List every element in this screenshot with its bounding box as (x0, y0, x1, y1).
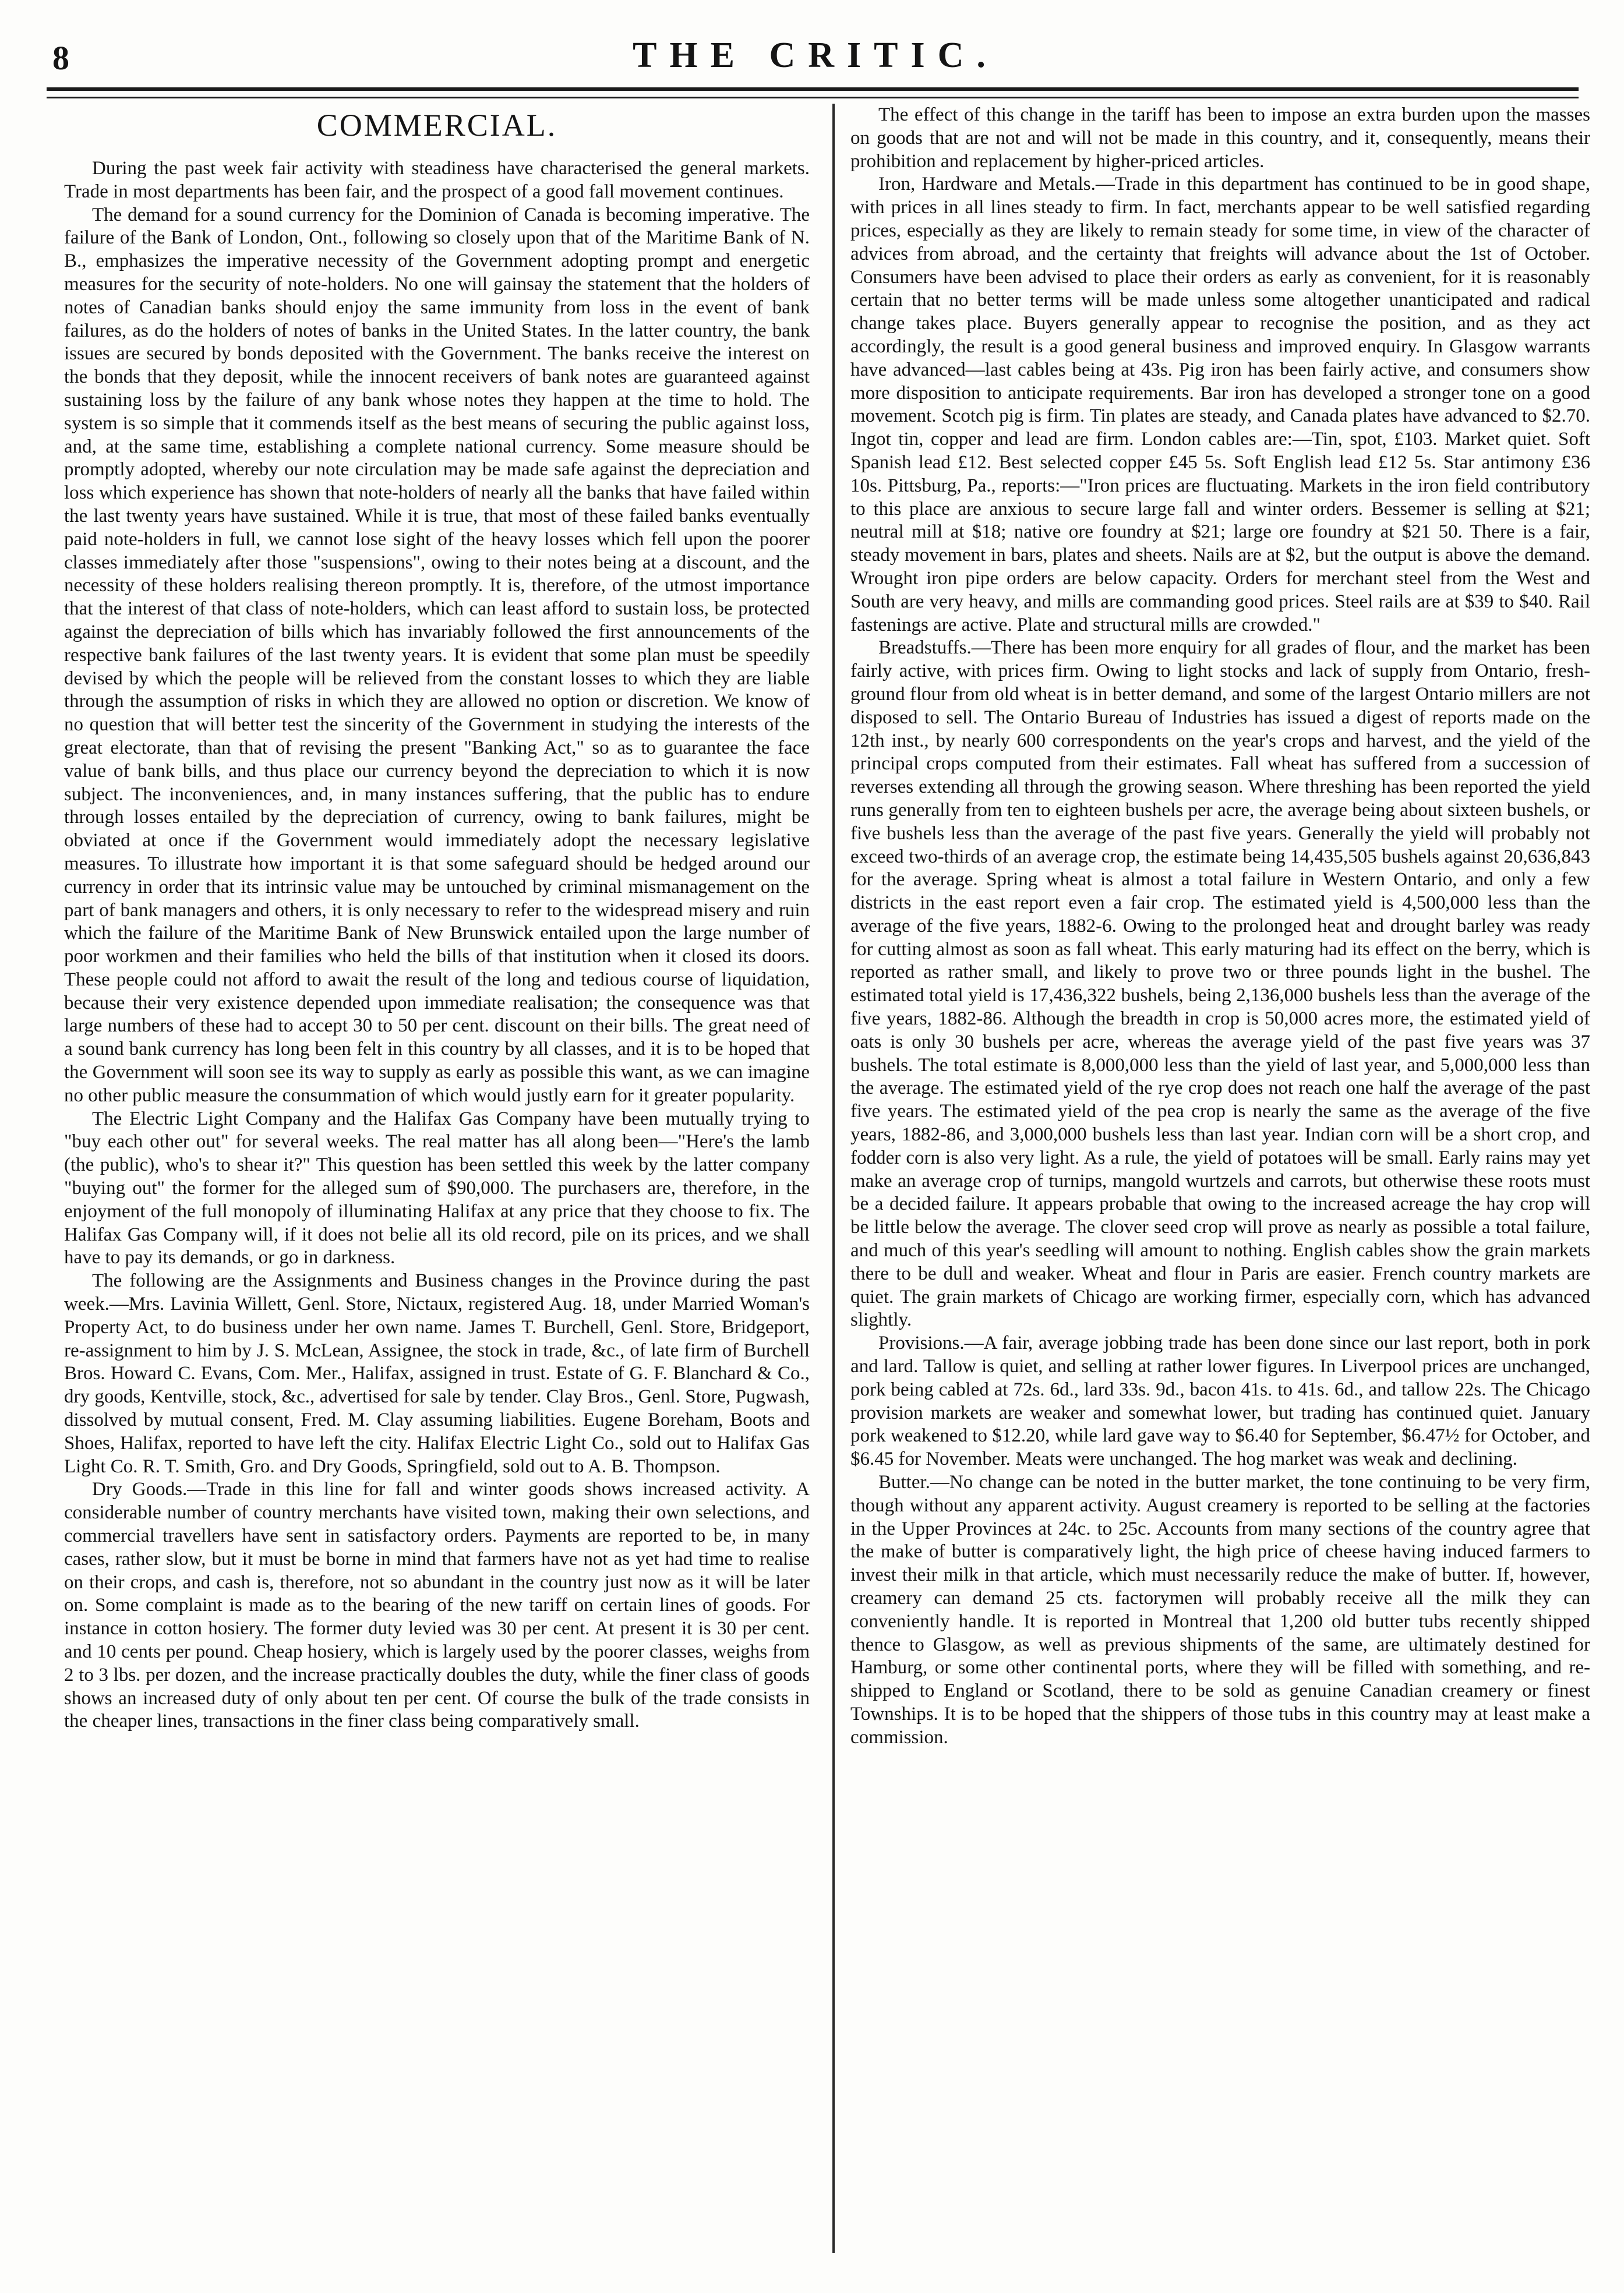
article-paragraph: The effect of this change in the tariff has been to impose an extra burden upon the masses on goods that are not and will not be made in this country, and it, consequently, means their prohibition and replacement by higher-priced articles. (850, 104, 1590, 172)
left-column (64, 104, 810, 2259)
article-paragraph: The Electric Light Company and the Halifax Gas Company have been mutually trying to "buy each other out" for several weeks. The real matter has all along been—"Here's the lamb (the public), who's to shear it?" This question has been settled this week by the latter company "buying out" the former for the alleged sum of $90,000. The purchasers are, therefore, in the enjoyment of the full monopoly of illuminating Halifax at any price that they choose to fix. The Halifax Gas Company will, if it does not belie all its old record, pile on its prices, and we shall have to pay its demands, or go in darkness. (64, 1108, 810, 1269)
page-number: 8 (52, 39, 69, 77)
article-paragraph: Breadstuffs.—There has been more enquiry for all grades of flour, and the market has been fairly active, with prices firm. Owing to light stocks and lack of supply from Ontario, fresh-ground flour from old wheat is in better demand, and some of the largest Ontario millers are not disposed to sell. The Ontario Bureau of Industries has issued a digest of reports made on the 12th inst., by nearly 600 correspondents on the year's crops and harvest, and the yield of the principal crops computed from their estimates. Fall wheat has suffered from a succession of reverses extending all through the growing season. Where threshing has been reported the yield runs generally from ten to eighteen bushels per acre, the average being about sixteen bushels, or five bushels less than the average of the past five years. Generally the yield will probably not exceed two-thirds of an average crop, the estimate being 14,435,505 bushels against 20,636,843 for the average. Spring wheat is almost a total failure in Western Ontario, and only a few districts in the east report even a fair crop. The estimated yield is 4,500,000 less than the average of the five years, 1882-6. Owing to the prolonged heat and drought barley was ready for cutting almost as soon as fall wheat. This early maturing had its effect on the berry, which is reported as rather small, and likely to prove two or three pounds light in the bushel. The estimated total yield is 17,436,322 bushels, being 2,136,000 bushels less than the average of the five years, 1882-86. Although the breadth in crop is 50,000 acres more, the estimated yield of oats is only 30 bushels per acre, whereas the average yield of the past five years was 37 bushels. The total estimate is 8,000,000 less than the yield of last year, and 5,000,000 less than the average. The estimated yield of the rye crop does not reach one half the average of the past five years. The estimated yield of the pea crop is nearly the same as the average of the five years, 1882-86, and 3,000,000 bushels less than last year. Indian corn will be a short crop, and fodder corn is also very light. As a rule, the yield of potatoes will be small. Early rains may yet make an average crop of turnips, mangold wurtzels and carrots, but otherwise these roots must be a decided failure. It appears probable that owing to the increased acreage the hay crop will be little below the average. The clover seed crop will prove as nearly as possible a total failure, and much of this year's seedling will amount to nothing. English cables show the grain markets there to be dull and weaker. Wheat and flour in Paris are easier. French country markets are quiet. The grain markets of Chicago are working firmer, especially corn, which has advanced slightly. (850, 637, 1590, 1331)
article-paragraph: Provisions.—A fair, average jobbing trade has been done since our last report, both in pork and lard. Tallow is quiet, and selling at rather lower figures. In Liverpool prices are unchanged, pork being cabled at 72s. 6d., lard 33s. 9d., bacon 41s. to 41s. 6d., and tallow 22s. The Chicago provision markets are weaker and somewhat lower, but trading has continued quiet. January pork weakened to $12.20, while lard gave way to $6.40 for September, $6.47½ for October, and $6.45 for November. Meats were unchanged. The hog market was weak and declining. (850, 1333, 1590, 1470)
masthead-title: THE CRITIC. (633, 36, 998, 75)
article-paragraph: The demand for a sound currency for the Dominion of Canada is becoming imperative. The failure of the Bank of London, Ont., following so closely upon that of the Maritime Bank of N. B., emphasizes the imperative necessity of the Government adopting prompt and energetic measures for the security of note-holders. No one will gainsay the statement that the holders of notes of Canadian banks should enjoy the same immunity from loss in the event of bank failures, as do the holders of notes of banks in the United States. In the latter country, the bank issues are secured by bonds deposited with the Government. The banks receive the interest on the bonds that they deposit, while the innocent receivers of bank notes are guaranteed against sustaining loss by the failure of any bank whose notes they happen at the time to hold. The system is so simple that it commends itself as the best means of securing the public against loss, and, at the same time, establishing a complete national currency. Some measure should be promptly adopted, whereby our note circulation may be made safe against the depreciation and loss which experience has shown that note-holders of nearly all the banks that have failed within the last twenty years have sustained. While it is true, that most of these failed banks eventually paid note-holders in full, we cannot lose sight of the heavy losses which fell upon the poorer classes immediately after those "suspensions", owing to their notes being at a discount, and the necessity of these holders realising thereon promptly. It is, therefore, of the utmost importance that the interest of that class of note-holders, which can least afford to sustain loss, be protected against the depreciation of bills which has invariably followed the first announcements of the respective bank failures of the last twenty years. It is evident that some plan must be speedily devised by which the people will be relieved from the constant losses to which they are liable through the assumption of risks in which they are allowed no option or discretion. We know of no question that will better test the sincerity of the Government in studying the interests of the great electorate, than that of revising the present "Banking Act," so as to guarantee the face value of bank bills, and thus place our currency beyond the depreciation to which it is now subject. The inconveniences, and, in many instances suffering, that the public has to endure through losses entailed by the depreciation of currency, owing to bank failures, might be obviated at once if the Government would immediately adopt the necessary legislative measures. To illustrate how important it is that some safeguard should be hedged around our currency in order that its intrinsic value may be untouched by criminal mismanagement on the part of bank managers and others, it is only necessary to refer to the widespread misery and ruin which the failure of the Maritime Bank of New Brunswick entailed upon the large number of poor workmen and their families who held the bills of that institution when it closed its doors. These people could not afford to await the result of the long and tedious course of liquidation, because their very existence depended upon immediate realisation; the consequence was that large numbers of these had to accept 30 to 50 per cent. discount on their bills. The great need of a sound bank currency has long been felt in this country by all classes, and it is to be hoped that the Government will soon see its way to supply as early as possible this want, as we can imagine no other public measure the consummation of which would justly earn for it greater popularity. (64, 204, 810, 1106)
masthead-thick-rule (47, 87, 1579, 91)
column-divider (832, 104, 835, 2253)
article-paragraph: The following are the Assignments and Business changes in the Province during the past week.—Mrs. Lavinia Willett, Genl. Store, Nictaux, registered Aug. 18, under Married Woman's Property Act, to do business under her own name. James T. Burchell, Genl. Store, Bridgeport, re-assignment to him by J. S. McLean, Assignee, the stock in trade, &c., of late firm of Burchell Bros. Howard C. Evans, Com. Mer., Halifax, assigned in trust. Estate of G. F. Blanchard & Co., dry goods, Kentville, stock, &c., advertised for sale by tender. Clay Bros., Genl. Store, Pugwash, dissolved by mutual consent, Fred. M. Clay assuming liabilities. Eugene Boreham, Boots and Shoes, Halifax, reported to have left the city. Halifax Electric Light Co., sold out to Halifax Gas Light Co. R. T. Smith, Gro. and Dry Goods, Springfield, sold out to A. B. Thompson. (64, 1270, 810, 1477)
article-paragraph: Butter.—No change can be noted in the butter market, the tone continuing to be very firm, though without any apparent activity. August creamery is reported to be selling at the factories in the Upper Provinces at 24c. to 25c. Accounts from many sections of the country agree that the make of butter is comparatively light, the high price of cheese having induced farmers to invest their milk in that article, which must necessarily reduce the make of butter. If, however, creamery can demand 25 cts. factorymen will probably receive all the milk they can conveniently handle. It is reported in Montreal that 1,200 old butter tubs recently shipped thence to Glasgow, as well as previous shipments of the same, are ultimately destined for Hamburg, or some other continental ports, where they will be filled with something, and re-shipped to England or Scotland, there to be sold as genuine Canadian creamery or finest Townships. It is to be hoped that the shippers of those tubs in this country may at least make a commission. (850, 1472, 1590, 1748)
article-paragraph: Iron, Hardware and Metals.—Trade in this department has continued to be in good shape, with prices in all lines steady to firm. In fact, merchants appear to be well satisfied regarding prices, especially as they are likely to remain steady for some time, in view of the character of advices from abroad, and the certainty that freights will advance about the 1st of October. Consumers have been advised to place their orders as early as convenient, for it is reasonably certain that no better terms will be made unless some altogether unanticipated and radical change takes place. Buyers generally appear to recognise the position, and as they act accordingly, the result is a good general business and improved enquiry. In Glasgow warrants have advanced—last cables being at 43s. Pig iron has been fairly active, and consumers show more disposition to anticipate requirements. Bar iron has developed a stronger tone on a good movement. Scotch pig is firm. Tin plates are steady, and Canada plates have advanced to $2.70. Ingot tin, copper and lead are firm. London cables are:—Tin, spot, £103. Market quiet. Soft Spanish lead £12. Best selected copper £45 5s. Soft English lead £12 5s. Star antimony £36 10s. Pittsburg, Pa., reports:—"Iron prices are fluctuating. Markets in the iron field contributory to this place are anxious to secure large fall and winter orders. Bessemer is selling at $21; neutral mill at $18; native ore foundry at $21; large ore foundry at $21 50. There is a fair, steady movement in bars, plates and sheets. Nails are at $2, but the output is above the demand. Wrought iron pipe orders are below capacity. Orders for merchant steel from the West and South are very heavy, and mills are commanding good prices. Steel rails are at $39 to $40. Rail fastenings are active. Plate and structural mills are crowded." (850, 174, 1590, 635)
article-paragraph: Dry Goods.—Trade in this line for fall and winter goods shows increased activity. A considerable number of country merchants have visited town, making their own selections, and commercial travellers have sent in satisfactory orders. Payments are reported to be, in many cases, rather slow, but it must be borne in mind that farmers have not as yet had time to realise on their crops, and cash is, therefore, not so abundant in the country just now as it will be later on. Some complaint is made as to the bearing of the new tariff on certain lines of goods. For instance in cotton hosiery. The former duty levied was 30 per cent. At present it is 30 per cent. and 10 cents per pound. Cheap hosiery, which is largely used by the poorer classes, weighs from 2 to 3 lbs. per dozen, and the increase practically doubles the duty, while the finer class of goods shows an increased duty of only about ten per cent. Of course the bulk of the trade consists in the cheaper lines, transactions in the finer class being comparatively small. (64, 1479, 810, 1732)
right-column (850, 104, 1590, 2259)
section-heading: COMMERCIAL. (316, 108, 557, 143)
masthead-thin-rule (47, 97, 1579, 98)
article-paragraph: During the past week fair activity with steadiness have characterised the general markets. Trade in most departments has been fair, and the prospect of a good fall movement continues. (64, 158, 810, 202)
